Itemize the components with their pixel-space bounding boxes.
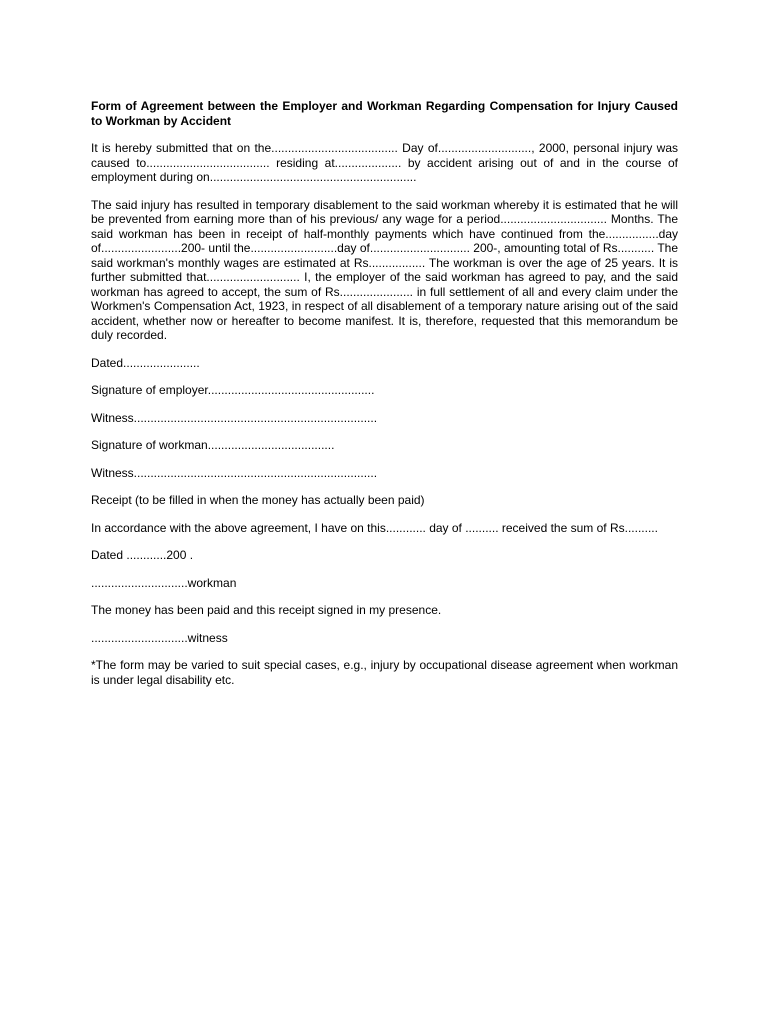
receipt-paragraph: In accordance with the above agreement, I have on this............ day of .......... received the sum of Rs.......... [91, 520, 658, 535]
workman-signature-line: Signature of workman...................................... [91, 438, 335, 452]
document-title: Form of Agreement between the Employer and Workman Regarding Compensation for Injury Caused to Workman by Accident [91, 99, 678, 128]
payment-statement: The money has been paid and this receipt signed in my presence. [91, 603, 442, 617]
footnote: *The form may be varied to suit special cases, e.g., injury by occupational disease agreement when workman is under legal disability etc. [91, 658, 678, 687]
workman-receipt-line: .............................workman [91, 575, 237, 590]
receipt-dated-line: Dated ............200 . [91, 548, 194, 562]
document-page [91, 99, 678, 700]
employer-signature-line: Signature of employer.................................................. [91, 383, 375, 397]
receipt-witness-line: .............................witness [91, 630, 228, 645]
dated-line: Dated....................... [91, 355, 200, 370]
receipt-heading: Receipt (to be filled in when the money has actually been paid) [91, 493, 425, 507]
witness-line-2: Witness......................................................................... [91, 465, 378, 480]
injury-statement-paragraph: It is hereby submitted that on the...................................... Day of............................, 2000, personal injury was caused to..................................... residing at.................... by accident arising out of and in the course of employment during on.............................................................. [91, 141, 678, 184]
disablement-paragraph: The said injury has resulted in temporary disablement to the said workman whereby it is estimated that he will be prevented from earning more than of his previous/ any wage for a period................................ Months. The said workman has been in receipt of half-monthly payments which have continued from the................day of........................200- until the..........................day of.............................. 200-, amounting total of Rs........... The said workman's monthly wages are estimated at Rs................. The workman is over the age of 25 years. It is further submitted that............................ I, the employer of the said workman has agreed to pay, and the said workman has agreed to accept, the sum of Rs...................... in full settlement of all and every claim under the Workmen's Compensation Act, 1923, in respect of all disablement of a temporary nature arising out of the said accident, whether now or hereafter to become manifest. It is, therefore, requested that this memorandum be duly recorded. [91, 197, 678, 342]
witness-line-1: Witness......................................................................... [91, 410, 378, 425]
